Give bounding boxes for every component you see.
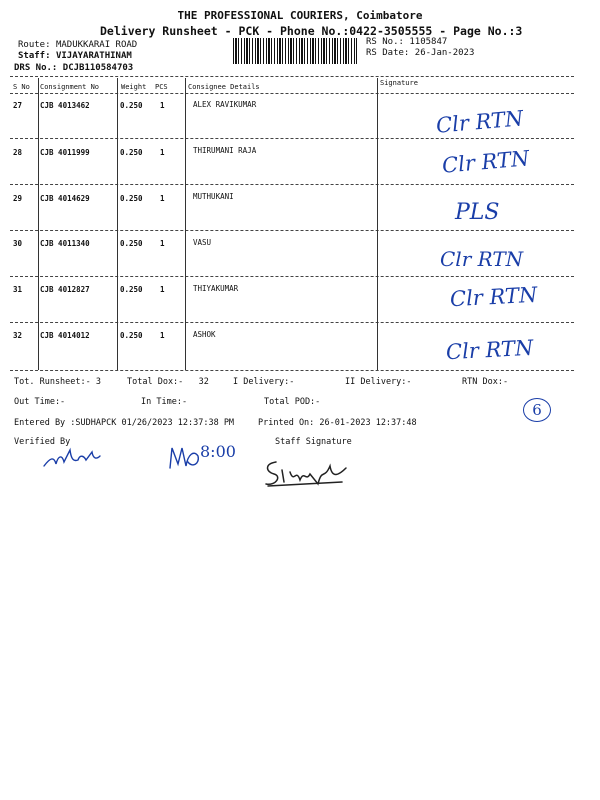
col-header-sno: S No [13,83,30,91]
row-weight: 0.250 [120,101,143,110]
runsheet-subtitle: Delivery Runsheet - PCK - Phone No.:0422-3505555 - Page No.:3 [100,24,523,38]
table-bottom-rule [10,370,574,371]
verified-by-label: Verified By [14,437,71,447]
row-signature: Clr RTN [449,282,538,312]
total-dox: Total Dox:- 32 [127,377,209,387]
row-pcs: 1 [160,239,165,248]
row-signature: Clr RTN [441,146,531,178]
row-sno: 28 [13,148,23,157]
table-header-rule [10,93,574,94]
row-divider [10,322,574,323]
row-consignment: CJB 4013462 [40,101,90,110]
row-consignment: CJB 4011340 [40,239,90,248]
row-pcs: 1 [160,101,165,110]
rs-date-value: 26-Jan-2023 [414,48,475,58]
row-consignee: VASU [193,238,212,247]
row-divider [10,184,574,185]
row-pcs: 1 [160,194,165,203]
column-divider [185,78,186,370]
tot-runsheet: Tot. Runsheet:- 3 [14,377,101,387]
row-consignment: CJB 4011999 [40,148,90,157]
col-header-consignee: Consignee Details [188,83,260,91]
row-pcs: 1 [160,331,165,340]
printed-on: Printed On: 26-01-2023 12:37:48 [258,418,417,428]
initials-icon [166,442,204,470]
row-weight: 0.250 [120,194,143,203]
column-divider [38,78,39,370]
staff-signature-label: Staff Signature [275,437,352,447]
row-signature: Clr RTN [445,335,534,365]
barcode [233,38,357,64]
row-consignee: MUTHUKANI [193,192,234,201]
staff-signature-icon [262,456,358,490]
total-pod: Total POD:- [264,397,321,407]
circled-count: 6 [523,398,551,422]
row-weight: 0.250 [120,148,143,157]
row-sno: 27 [13,101,23,110]
drs-line: DRS No.: DCJB110584703 [14,63,134,73]
route-line: Route: MADUKKARAI ROAD [18,40,138,50]
row-weight: 0.250 [120,331,143,340]
row-sno: 30 [13,239,23,248]
row-divider [10,230,574,231]
rs-no-line: RS No.: 1105847 [366,37,448,47]
row-pcs: 1 [160,285,165,294]
row-consignment: CJB 4012827 [40,285,90,294]
staff-line: Staff: VIJAYARATHINAM [18,51,132,61]
drs-value: DCJB110584703 [62,63,134,73]
col-header-signature: Signature [380,79,418,87]
col-header-weight: Weight [121,83,147,91]
row-signature: Clr RTN [440,247,524,271]
row-sno: 29 [13,194,23,203]
row-divider [10,276,574,277]
col-header-consignment: Consignment No [40,83,100,91]
in-time: In Time:- [141,397,188,407]
col-header-pcs: PCS [155,83,168,91]
route-value: MADUKKARAI ROAD [55,40,138,50]
row-consignment: CJB 4014629 [40,194,90,203]
time-note: 8:00 [166,440,241,472]
table-top-rule [10,76,574,77]
verifier-signature-icon [40,444,110,472]
row-divider [10,138,574,139]
ii-delivery: II Delivery:- [345,377,412,387]
row-signature: PLS [455,200,500,225]
total-dox-value: 32 [198,377,209,387]
row-consignee: THIYAKUMAR [193,284,239,293]
company-title: THE PROFESSIONAL COURIERS, Coimbatore [177,9,423,22]
row-consignee: ALEX RAVIKUMAR [193,100,257,109]
row-consignee: THIRUMANI RAJA [193,146,257,155]
column-divider [117,78,118,370]
row-signature: Clr RTN [435,106,525,138]
row-sno: 31 [13,285,23,294]
row-weight: 0.250 [120,285,143,294]
i-delivery: I Delivery:- [233,377,295,387]
row-consignment: CJB 4014012 [40,331,90,340]
rs-date-line: RS Date: 26-Jan-2023 [366,48,475,58]
out-time: Out Time:- [14,397,66,407]
entered-by: Entered By :SUDHAPCK 01/26/2023 12:37:38 PM [14,418,235,428]
rs-no-value: 1105847 [409,37,448,47]
row-pcs: 1 [160,148,165,157]
column-divider [377,78,378,370]
rtn-dox: RTN Dox:- [462,377,509,387]
row-consignee: ASHOK [193,330,216,339]
row-sno: 32 [13,331,23,340]
staff-value: VIJAYARATHINAM [55,51,132,61]
row-weight: 0.250 [120,239,143,248]
